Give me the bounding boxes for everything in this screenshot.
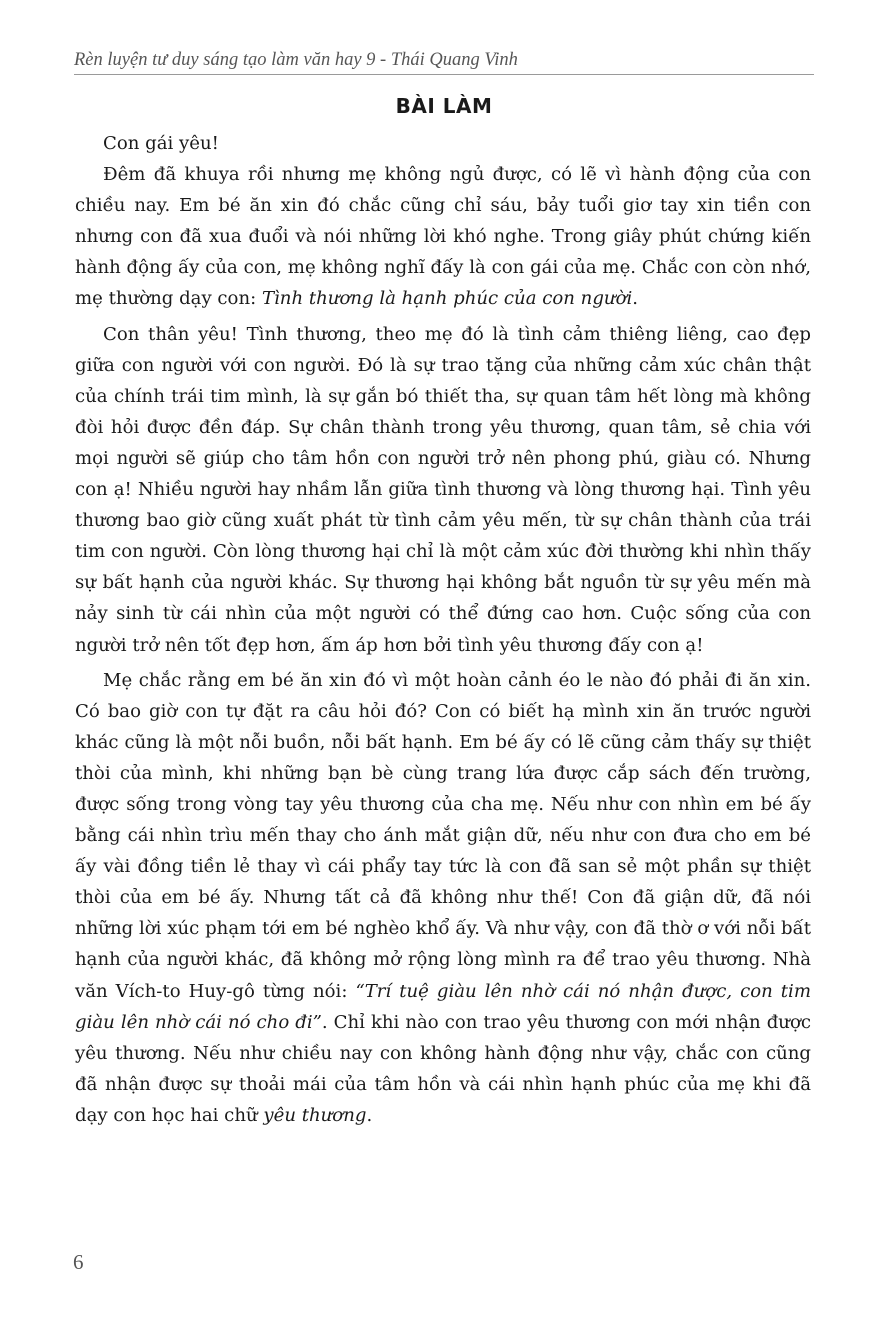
page-number: 6 — [73, 1250, 84, 1274]
paragraph-3-text: Mẹ chắc rằng em bé ăn xin đó vì một hoàn cảnh éo le nào đó phải đi ăn xin. Có bao giờ con tự đặt ra câu hỏi đó? Con có biết hạ mình xin ăn trước người khác cũng là một nỗi buồn, nỗi bất hạnh. Em bé ấy có lẽ cũng cảm thấy sự thiệt thòi của mình, khi những bạn bè cùng trang lứa được cắp sách đến trường, được sống trong vòng tay yêu thương của cha mẹ. Nếu như con nhìn em bé ấy bằng cái nhìn trìu mến thay cho ánh mắt giận dữ, nếu như con đưa cho em bé ấy vài đồng tiền lẻ thay vì cái phẩy tay tức là con đã san sẻ một phần sự thiệt thòi của em bé ấy. Nhưng tất cả đã không như thế! Con đã giận dữ, đã nói những lời xúc phạm tới em bé nghèo khổ ấy. Và như vậy, con đã thờ ơ với nỗi bất hạnh của người khác, đã không mở rộng lòng mình ra để trao yêu thương. Nhà văn Vích-to Huy-gô từng nói: — [75, 669, 811, 1002]
paragraph-3-middle: . Chỉ khi nào con trao yêu thương con mới nhận được yêu thương. Nếu như chiều nay con không hành động như vậy, chắc con cũng đã nhận được sự thoải mái của tâm hồn và cái nhìn hạnh phúc của mẹ khi đã dạy con học hai chữ — [75, 1011, 811, 1126]
section-title: BÀI LÀM — [395, 94, 493, 118]
paragraph-2: Con thân yêu! Tình thương, theo mẹ đó là tình cảm thiêng liêng, cao đẹp giữa con người với con người. Đó là sự trao tặng của những cảm xúc chân thật của chính trái tim mình, là sự gắn bó thiết tha, sự quan tâm hết lòng mà không đòi hỏi được đền đáp. Sự chân thành trong yêu thương, quan tâm, sẻ chia với mọi người sẽ giúp cho tâm hồn con người trở nên phong phú, giàu có. Nhưng con ạ! Nhiều người hay nhầm lẫn giữa tình thương và lòng thương hại. Tình yêu thương bao giờ cũng xuất phát từ tình cảm yêu mến, từ sự chân thành của trái tim con người. Còn lòng thương hại chỉ là một cảm xúc đời thường khi nhìn thấy sự bất hạnh của người khác. Sự thương hại không bắt nguồn từ sự yêu mến mà nảy sinh từ cái nhìn của một người có thể đứng cao hơn. Cuộc sống của con người trở nên tốt đẹp hơn, ấm áp hơn bởi tình yêu thương đấy con ạ! — [75, 323, 811, 656]
greeting: Con gái yêu! — [103, 133, 219, 154]
running-header: Rèn luyện tư duy sáng tạo làm văn hay 9 - Thái Quang Vinh — [74, 50, 814, 75]
paragraph-3-end: . — [366, 1104, 373, 1126]
paragraph-3-quote: “Trí tuệ giàu lên nhờ cái nó nhận được, con tim giàu lên nhờ cái nó cho đi” — [75, 980, 811, 1033]
paragraph-1-italic: Tình thương là hạnh phúc của con người — [261, 288, 633, 310]
letter-body — [75, 128, 811, 1135]
paragraph-1-end: . — [632, 288, 639, 310]
paragraph-1-text: Đêm đã khuya rồi nhưng mẹ không ngủ được, có lẽ vì hành động của con chiều nay. Em bé ăn xin đó chắc cũng chỉ sáu, bảy tuổi giơ tay xin tiền con nhưng con đã xua đuổi và nói những lời khó nghe. Trong giây phút chứng kiến hành động ấy của con, mẹ không nghĩ đấy là con gái của mẹ. Chắc con còn nhớ, mẹ thường dạy con: — [75, 164, 811, 310]
paragraph-3-italic-end: yêu thương — [263, 1104, 367, 1126]
paragraph-1 — [75, 159, 811, 314]
paragraph-3 — [75, 665, 811, 1131]
